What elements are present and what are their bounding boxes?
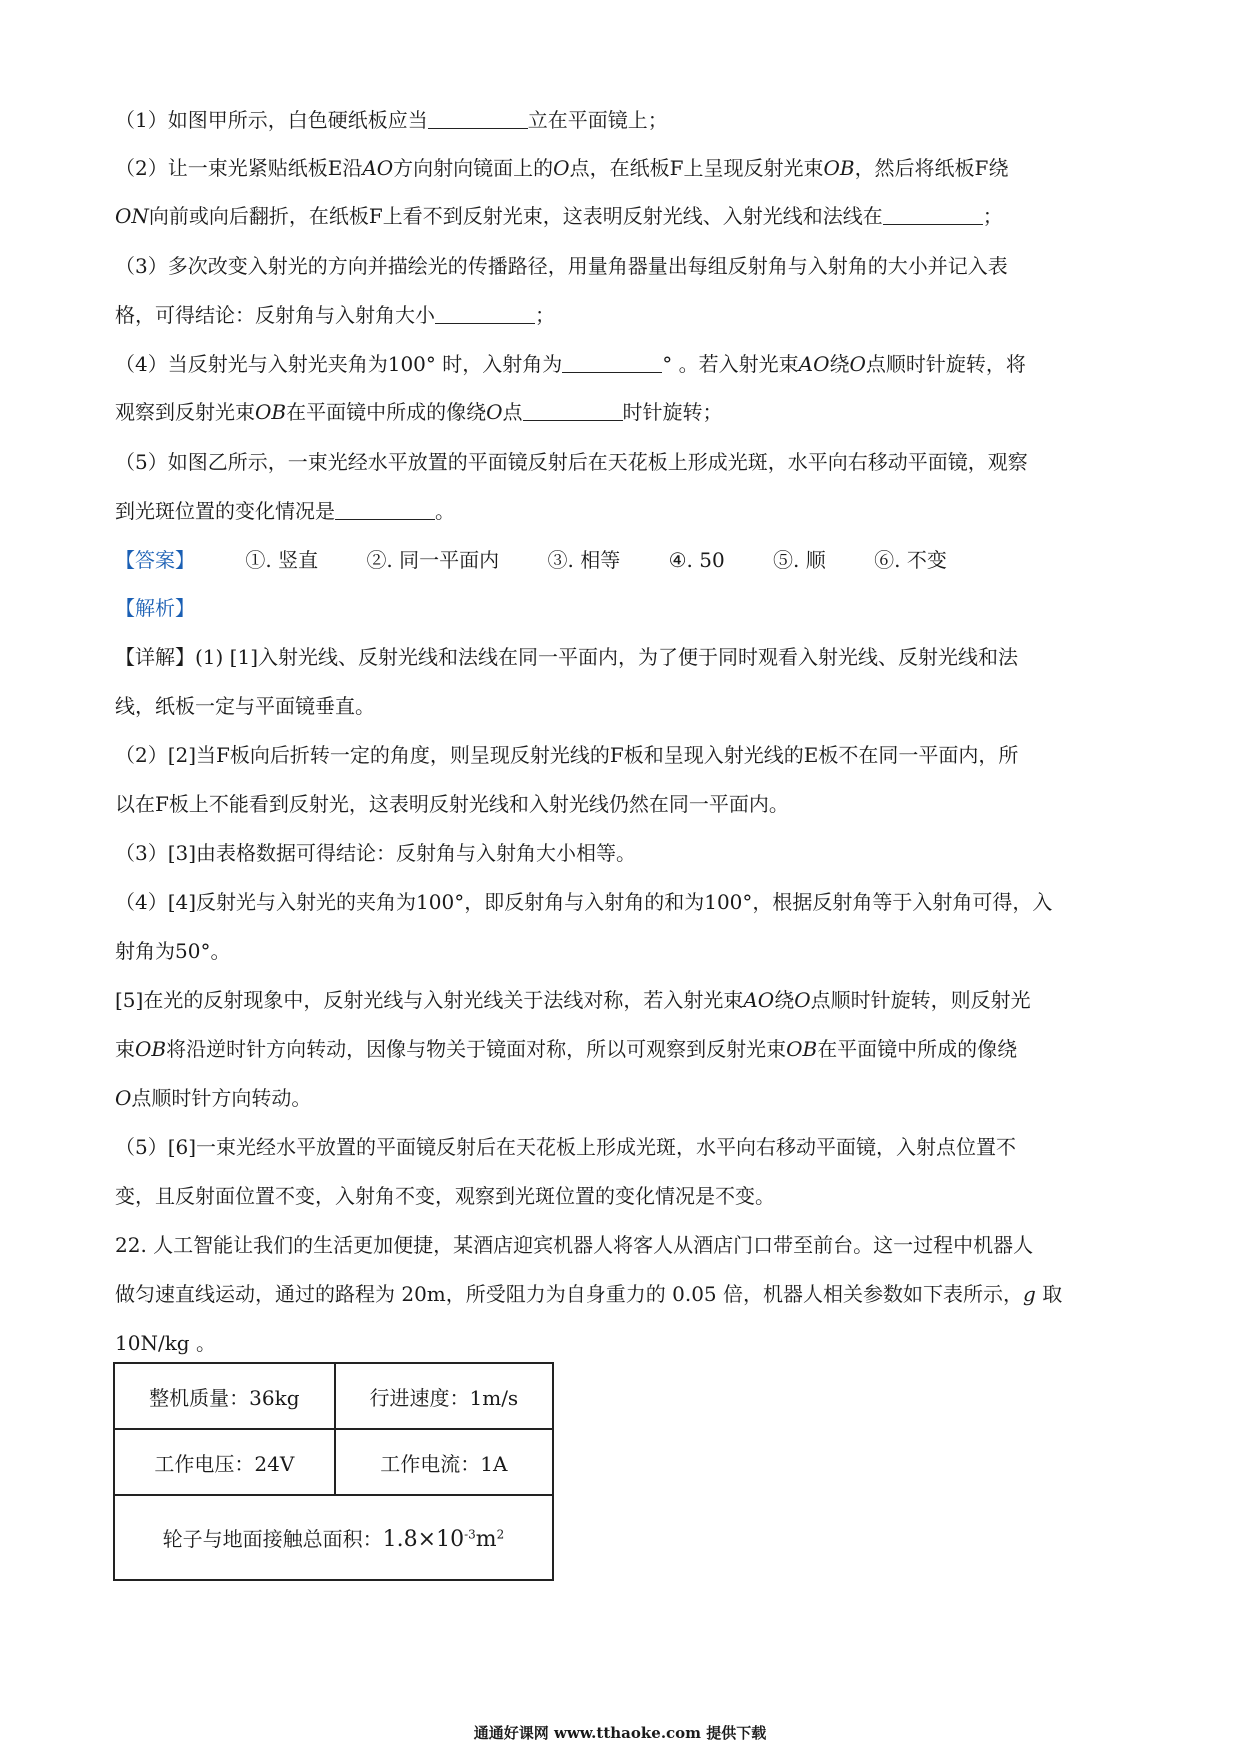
q4-text: ° 。若入射光束 <box>662 352 799 376</box>
answer-tag: 【答案】 <box>115 548 195 572</box>
math-var: AO <box>362 156 394 180</box>
page-footer: 通通好课网 www.tthaoke.com 提供下载 <box>473 1724 767 1742</box>
q2-text: 方向射向镜面上的 <box>393 156 554 180</box>
area-value: 1.8×10 <box>382 1527 465 1552</box>
detail-text: 线，纸板一定与平面镜垂直。 <box>115 694 375 718</box>
q22-text: 做匀速直线运动，通过的路程为 20m，所受阻力为自身重力的 0.05 倍，机器人相关参数如下表所示， <box>115 1282 1024 1306</box>
q1-text: （1）如图甲所示，白色硬纸板应当 <box>115 108 428 132</box>
q4-text: 点顺时针旋转，将 <box>865 352 1026 376</box>
q22-text: 10N/kg 。 <box>115 1331 216 1355</box>
q4-text: 观察到反射光束 <box>115 400 255 424</box>
math-var: OB <box>135 1037 167 1061</box>
question-2-line-1 <box>115 154 1135 182</box>
question-5-line-2 <box>115 497 1135 525</box>
detail-p5-line-1 <box>115 986 1135 1014</box>
q2-blank[interactable] <box>883 202 983 225</box>
detail-text: （5）[6]一束光经水平放置的平面镜反射后在天花板上形成光斑，水平向右移动平面镜，入射点位置不 <box>115 1135 1017 1159</box>
area-unit: m <box>475 1527 497 1552</box>
robot-params-table <box>113 1362 554 1581</box>
q4-text: 在平面镜中所成的像绕 <box>286 400 487 424</box>
area-exponent: -3 <box>464 1527 476 1542</box>
q2-text: 点，在纸板F上呈现反射光束 <box>569 156 824 180</box>
q4-text: 绕 <box>829 352 850 376</box>
answer-option: ④. 50 <box>668 548 725 572</box>
table-cell-voltage: 工作电压：24V <box>114 1429 335 1495</box>
q2-text: （2）让一束光紧贴纸板E沿 <box>115 156 363 180</box>
q2-text: ，然后将纸板F绕 <box>854 156 1009 180</box>
detail-p5-line-2 <box>115 1035 1135 1063</box>
detail-text: 射角为50°。 <box>115 939 231 963</box>
table-cell-mass: 整机质量：36kg <box>114 1363 335 1429</box>
q2-text: 向前或向后翻折，在纸板F上看不到反射光束，这表明反射光线、入射光线和法线在 <box>148 204 883 228</box>
table-cell-area <box>114 1495 553 1580</box>
analysis-tag: 【解析】 <box>115 596 195 620</box>
detail-text: 变，且反射面位置不变，入射角不变，观察到光斑位置的变化情况是不变。 <box>115 1184 775 1208</box>
q5-text: （5）如图乙所示，一束光经水平放置的平面镜反射后在天花板上形成光斑，水平向右移动平面镜，观察 <box>115 450 1028 474</box>
math-var: ON <box>115 204 149 228</box>
math-var: AO <box>743 988 775 1012</box>
q1-text-end: 立在平面镜上； <box>527 108 668 132</box>
answer-option: ③. 相等 <box>547 548 621 572</box>
detail-text: （3）[3]由表格数据可得结论：反射角与入射角大小相等。 <box>115 841 637 865</box>
question-4-line-1 <box>115 350 1135 378</box>
q4-blank-2[interactable] <box>523 398 623 421</box>
detail-text: 以在F板上不能看到反射光，这表明反射光线和入射光线仍然在同一平面内。 <box>115 792 789 816</box>
math-var: OB <box>255 400 287 424</box>
answer-option: ⑤. 顺 <box>773 548 826 572</box>
q4-blank-1[interactable] <box>562 350 662 373</box>
math-var: OB <box>823 156 855 180</box>
table-cell-current: 工作电流：1A <box>335 1429 553 1495</box>
math-var: O <box>115 1086 132 1110</box>
math-var: g <box>1023 1282 1036 1306</box>
q4-text: 点 <box>502 400 523 424</box>
detail-text: 绕 <box>774 988 795 1012</box>
math-var: OB <box>786 1037 818 1061</box>
math-var: O <box>794 988 811 1012</box>
answer-row <box>115 546 1135 574</box>
q3-blank[interactable] <box>435 301 535 324</box>
q1-blank[interactable] <box>428 106 528 129</box>
math-var: AO <box>798 352 830 376</box>
area-unit-exponent: 2 <box>496 1527 505 1542</box>
question-5-line-1 <box>115 448 1135 476</box>
q5-text-end: 。 <box>435 499 455 523</box>
area-label: 轮子与地面接触总面积： <box>162 1527 383 1551</box>
question-4-line-2 <box>115 398 1135 426</box>
detail-p5-line-3 <box>115 1084 1135 1112</box>
q22-line-2 <box>115 1280 1135 1308</box>
answer-option: ①. 竖直 <box>245 548 319 572</box>
answer-option: ②. 同一平面内 <box>366 548 500 572</box>
math-var: O <box>486 400 503 424</box>
q22-text: 取 <box>1035 1282 1063 1306</box>
q4-text: （4）当反射光与入射光夹角为100° 时，入射角为 <box>115 352 563 376</box>
detail-text: 【详解】(1) [1]入射光线、反射光线和法线在同一平面内，为了便于同时观看入射光线、反射光线和法 <box>115 645 1019 669</box>
q5-text: 到光斑位置的变化情况是 <box>115 499 335 523</box>
q2-text-end: ； <box>982 204 1003 228</box>
math-var: O <box>849 352 866 376</box>
detail-text: 将沿逆时针方向转动，因像与物关于镜面对称，所以可观察到反射光束 <box>166 1037 787 1061</box>
q4-text: 时针旋转； <box>622 400 723 424</box>
detail-text: 束 <box>115 1037 135 1061</box>
detail-text: [5]在光的反射现象中，反射光线与入射光线关于法线对称，若入射光束 <box>115 988 744 1012</box>
question-1 <box>115 106 1135 134</box>
detail-text: （2）[2]当F板向后折转一定的角度，则呈现反射光线的F板和呈现入射光线的E板不在同一平面内，所 <box>115 743 1019 767</box>
table-cell-speed: 行进速度：1m/s <box>335 1363 553 1429</box>
q22-text: 22. 人工智能让我们的生活更加便捷，某酒店迎宾机器人将客人从酒店门口带至前台。这一过程中机器人 <box>115 1233 1034 1257</box>
detail-text: 在平面镜中所成的像绕 <box>817 1037 1018 1061</box>
question-3-line-2 <box>115 301 1135 329</box>
detail-text: （4）[4]反射光与入射光的夹角为100°，即反射角与入射角的和为100°，根据反射角等于入射角可得，入 <box>115 890 1053 914</box>
question-3-line-1 <box>115 252 1135 280</box>
math-var: O <box>553 156 570 180</box>
answer-option: ⑥. 不变 <box>874 548 947 572</box>
detail-text: 点顺时针方向转动。 <box>131 1086 312 1110</box>
q3-text-end: ； <box>535 303 555 327</box>
question-2-line-2 <box>115 202 1135 230</box>
q3-text: 格，可得结论：反射角与入射角大小 <box>115 303 435 327</box>
detail-text: 点顺时针旋转，则反射光 <box>810 988 1031 1012</box>
q3-text: （3）多次改变入射光的方向并描绘光的传播路径，用量角器量出每组反射角与入射角的大小并记入表 <box>115 254 1008 278</box>
q5-blank[interactable] <box>335 497 435 520</box>
